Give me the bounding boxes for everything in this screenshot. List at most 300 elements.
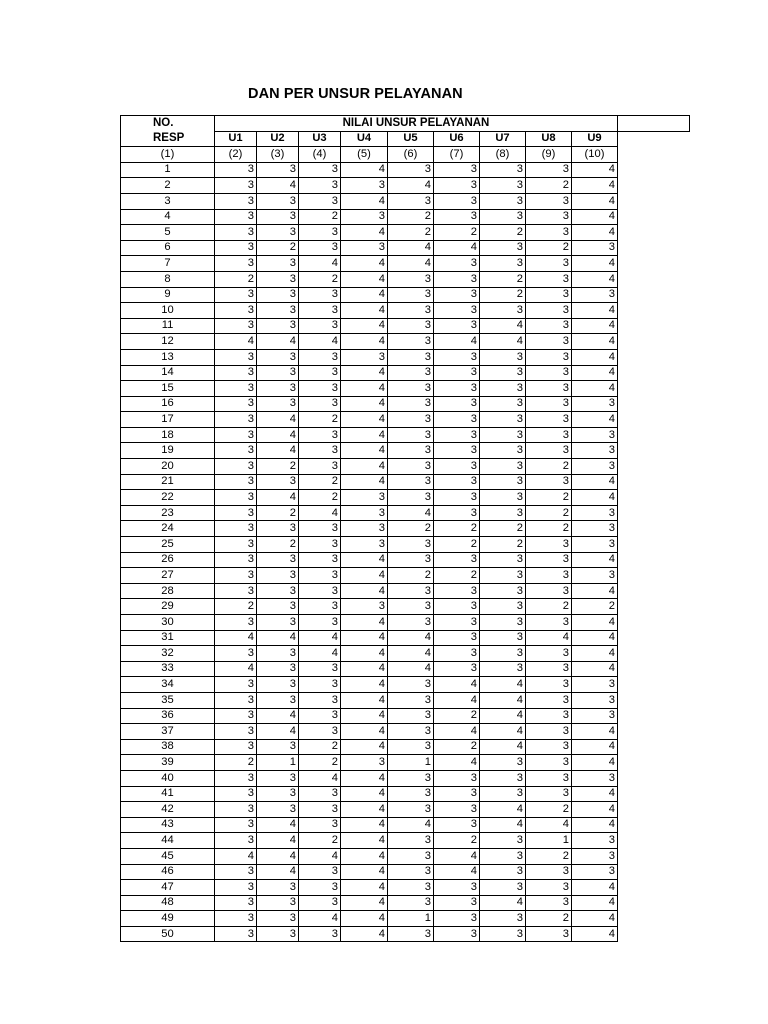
score-cell-u2: 4: [257, 427, 299, 443]
score-cell-u5: 3: [388, 802, 434, 818]
unit-header-u1: U1: [215, 131, 257, 147]
score-cell-u4: 4: [341, 287, 388, 303]
score-cell-u2: 3: [257, 162, 299, 178]
score-cell-u8: 3: [526, 443, 572, 459]
score-cell-u9: 2: [572, 599, 618, 615]
extra-column-cell: [618, 240, 690, 256]
score-cell-u9: 3: [572, 427, 618, 443]
score-cell-u1: 4: [215, 661, 257, 677]
score-cell-u8: 3: [526, 677, 572, 693]
score-cell-u1: 3: [215, 349, 257, 365]
respondent-number: 33: [121, 661, 215, 677]
score-cell-u6: 3: [434, 256, 480, 272]
respondent-number: 31: [121, 630, 215, 646]
table-row: [121, 817, 690, 833]
score-cell-u7: 3: [480, 162, 526, 178]
respondent-number: 26: [121, 552, 215, 568]
score-cell-u8: 3: [526, 349, 572, 365]
score-cell-u7: 2: [480, 225, 526, 241]
score-cell-u5: 2: [388, 209, 434, 225]
score-cell-u5: 4: [388, 240, 434, 256]
table-row: [121, 537, 690, 553]
score-cell-u7: 4: [480, 817, 526, 833]
column-number: (2): [215, 147, 257, 163]
score-cell-u7: 4: [480, 318, 526, 334]
score-cell-u8: 2: [526, 178, 572, 194]
score-cell-u6: 2: [434, 537, 480, 553]
score-cell-u1: 3: [215, 537, 257, 553]
score-cell-u8: 3: [526, 755, 572, 771]
score-cell-u8: 3: [526, 381, 572, 397]
score-cell-u4: 4: [341, 646, 388, 662]
score-cell-u8: 2: [526, 848, 572, 864]
table-row: [121, 474, 690, 490]
score-cell-u6: 4: [434, 692, 480, 708]
score-cell-u6: 3: [434, 381, 480, 397]
score-cell-u2: 2: [257, 459, 299, 475]
score-cell-u1: 3: [215, 692, 257, 708]
extra-column-cell: [618, 864, 690, 880]
score-cell-u4: 3: [341, 178, 388, 194]
score-cell-u7: 3: [480, 427, 526, 443]
score-cell-u9: 4: [572, 817, 618, 833]
score-cell-u7: 3: [480, 303, 526, 319]
score-cell-u6: 3: [434, 786, 480, 802]
extra-column-cell: [618, 459, 690, 475]
score-cell-u5: 3: [388, 349, 434, 365]
extra-column-cell: [618, 724, 690, 740]
nilai-unsur-header: NILAI UNSUR PELAYANAN: [215, 116, 618, 132]
respondent-number: 48: [121, 895, 215, 911]
score-cell-u5: 4: [388, 178, 434, 194]
score-cell-u2: 3: [257, 256, 299, 272]
score-cell-u8: 3: [526, 162, 572, 178]
extra-column-cell: [618, 162, 690, 178]
table-row: [121, 240, 690, 256]
score-cell-u3: 2: [299, 739, 341, 755]
unit-header-u7: U7: [480, 131, 526, 147]
score-cell-u5: 2: [388, 568, 434, 584]
score-cell-u4: 4: [341, 677, 388, 693]
respondent-number: 11: [121, 318, 215, 334]
score-cell-u8: 3: [526, 193, 572, 209]
score-cell-u5: 3: [388, 786, 434, 802]
extra-column-cell: [618, 708, 690, 724]
extra-column-cell: [618, 334, 690, 350]
score-cell-u7: 2: [480, 271, 526, 287]
score-cell-u8: 3: [526, 537, 572, 553]
score-cell-u7: 3: [480, 240, 526, 256]
score-cell-u2: 3: [257, 318, 299, 334]
score-cell-u3: 3: [299, 661, 341, 677]
score-cell-u3: 4: [299, 911, 341, 927]
score-cell-u9: 4: [572, 583, 618, 599]
score-cell-u6: 2: [434, 833, 480, 849]
score-cell-u6: 3: [434, 583, 480, 599]
page-title: DAN PER UNSUR PELAYANAN: [248, 86, 463, 102]
score-cell-u1: 3: [215, 303, 257, 319]
score-cell-u3: 3: [299, 318, 341, 334]
table-row: [121, 287, 690, 303]
extra-column-cell: [618, 474, 690, 490]
score-cell-u3: 3: [299, 427, 341, 443]
score-cell-u3: 4: [299, 770, 341, 786]
score-cell-u7: 2: [480, 521, 526, 537]
score-cell-u9: 4: [572, 646, 618, 662]
score-cell-u9: 3: [572, 864, 618, 880]
score-cell-u1: 3: [215, 770, 257, 786]
resp-header: [121, 116, 215, 147]
extra-column-cell: [618, 427, 690, 443]
score-cell-u2: 3: [257, 381, 299, 397]
score-cell-u1: 3: [215, 474, 257, 490]
score-cell-u2: 3: [257, 349, 299, 365]
score-cell-u2: 4: [257, 864, 299, 880]
score-cell-u3: 3: [299, 178, 341, 194]
extra-column-cell: [618, 521, 690, 537]
score-cell-u4: 4: [341, 474, 388, 490]
score-cell-u9: 3: [572, 459, 618, 475]
table-row: [121, 911, 690, 927]
respondent-number: 10: [121, 303, 215, 319]
score-cell-u3: 3: [299, 365, 341, 381]
score-cell-u5: 3: [388, 365, 434, 381]
score-cell-u5: 3: [388, 474, 434, 490]
table-row: [121, 303, 690, 319]
score-cell-u3: 3: [299, 583, 341, 599]
respondent-number: 41: [121, 786, 215, 802]
score-cell-u8: 2: [526, 240, 572, 256]
score-cell-u5: 4: [388, 505, 434, 521]
table-row: [121, 521, 690, 537]
respondent-number: 42: [121, 802, 215, 818]
score-cell-u9: 4: [572, 193, 618, 209]
score-cell-u8: 2: [526, 521, 572, 537]
score-cell-u7: 4: [480, 692, 526, 708]
score-cell-u7: 3: [480, 926, 526, 942]
score-cell-u4: 4: [341, 864, 388, 880]
score-cell-u2: 3: [257, 474, 299, 490]
score-cell-u9: 4: [572, 349, 618, 365]
extra-column-cell: [618, 833, 690, 849]
table-row: [121, 739, 690, 755]
score-cell-u2: 4: [257, 724, 299, 740]
extra-column-cell: [618, 193, 690, 209]
extra-column-cell: [618, 677, 690, 693]
score-cell-u1: 3: [215, 880, 257, 896]
respondent-number: 19: [121, 443, 215, 459]
score-cell-u9: 3: [572, 692, 618, 708]
extra-column-cell: [618, 817, 690, 833]
score-cell-u2: 3: [257, 646, 299, 662]
score-cell-u3: 3: [299, 537, 341, 553]
score-cell-u6: 3: [434, 412, 480, 428]
score-cell-u6: 3: [434, 770, 480, 786]
score-cell-u4: 4: [341, 615, 388, 631]
respondent-number: 3: [121, 193, 215, 209]
respondent-number: 45: [121, 848, 215, 864]
score-cell-u6: 3: [434, 349, 480, 365]
score-cell-u7: 4: [480, 708, 526, 724]
score-cell-u8: 3: [526, 256, 572, 272]
unit-header-u3: U3: [299, 131, 341, 147]
score-cell-u9: 4: [572, 739, 618, 755]
score-cell-u3: 3: [299, 708, 341, 724]
score-cell-u2: 3: [257, 802, 299, 818]
score-cell-u8: 3: [526, 209, 572, 225]
score-cell-u3: 3: [299, 786, 341, 802]
score-cell-u3: 3: [299, 240, 341, 256]
score-cell-u9: 3: [572, 848, 618, 864]
extra-column-cell: [618, 490, 690, 506]
score-cell-u6: 3: [434, 459, 480, 475]
score-cell-u4: 4: [341, 802, 388, 818]
table-row: [121, 412, 690, 428]
score-cell-u4: 4: [341, 770, 388, 786]
score-cell-u1: 3: [215, 459, 257, 475]
score-cell-u5: 3: [388, 162, 434, 178]
score-cell-u7: 4: [480, 895, 526, 911]
extra-column-cell: [618, 412, 690, 428]
score-cell-u8: 3: [526, 583, 572, 599]
score-cell-u3: 3: [299, 895, 341, 911]
score-cell-u9: 3: [572, 505, 618, 521]
score-cell-u5: 3: [388, 708, 434, 724]
respondent-number: 28: [121, 583, 215, 599]
score-cell-u5: 3: [388, 926, 434, 942]
score-cell-u4: 4: [341, 365, 388, 381]
score-cell-u8: 3: [526, 661, 572, 677]
score-cell-u1: 3: [215, 802, 257, 818]
unit-header-u8: U8: [526, 131, 572, 147]
table-row: [121, 755, 690, 771]
score-cell-u9: 4: [572, 209, 618, 225]
score-cell-u4: 4: [341, 396, 388, 412]
score-cell-u1: 4: [215, 630, 257, 646]
score-cell-u9: 4: [572, 926, 618, 942]
respondent-number: 30: [121, 615, 215, 631]
score-cell-u8: 3: [526, 895, 572, 911]
score-cell-u1: 2: [215, 599, 257, 615]
respondent-number: 50: [121, 926, 215, 942]
score-cell-u6: 3: [434, 926, 480, 942]
extra-column-cell: [618, 365, 690, 381]
score-cell-u9: 3: [572, 770, 618, 786]
score-cell-u8: 3: [526, 708, 572, 724]
score-cell-u6: 3: [434, 162, 480, 178]
score-cell-u9: 4: [572, 724, 618, 740]
score-cell-u3: 3: [299, 568, 341, 584]
score-cell-u8: 3: [526, 864, 572, 880]
score-cell-u7: 3: [480, 833, 526, 849]
score-cell-u2: 3: [257, 568, 299, 584]
extra-column-cell: [618, 646, 690, 662]
score-cell-u4: 4: [341, 271, 388, 287]
extra-column-cell: [618, 880, 690, 896]
score-cell-u3: 2: [299, 412, 341, 428]
score-cell-u6: 3: [434, 630, 480, 646]
table-row: [121, 724, 690, 740]
table-row: [121, 162, 690, 178]
score-cell-u3: 2: [299, 755, 341, 771]
extra-column-cell: [618, 615, 690, 631]
score-cell-u5: 2: [388, 225, 434, 241]
score-cell-u5: 4: [388, 630, 434, 646]
score-cell-u1: 2: [215, 755, 257, 771]
score-cell-u6: 3: [434, 661, 480, 677]
extra-column-cell: [618, 287, 690, 303]
score-cell-u2: 3: [257, 880, 299, 896]
score-cell-u1: 3: [215, 568, 257, 584]
score-cell-u1: 3: [215, 443, 257, 459]
score-cell-u9: 4: [572, 225, 618, 241]
score-cell-u2: 3: [257, 521, 299, 537]
score-cell-u1: 3: [215, 193, 257, 209]
score-cell-u1: 3: [215, 911, 257, 927]
table-row: [121, 786, 690, 802]
score-cell-u6: 3: [434, 599, 480, 615]
extra-column-cell: [618, 630, 690, 646]
score-cell-u1: 4: [215, 334, 257, 350]
respondent-number: 20: [121, 459, 215, 475]
score-cell-u3: 2: [299, 271, 341, 287]
respondent-number: 18: [121, 427, 215, 443]
score-cell-u3: 4: [299, 848, 341, 864]
score-cell-u3: 3: [299, 880, 341, 896]
score-cell-u8: 3: [526, 552, 572, 568]
score-cell-u2: 4: [257, 334, 299, 350]
score-cell-u7: 3: [480, 459, 526, 475]
score-cell-u6: 3: [434, 505, 480, 521]
unit-header-u4: U4: [341, 131, 388, 147]
score-cell-u3: 4: [299, 630, 341, 646]
score-cell-u5: 3: [388, 334, 434, 350]
column-number: (3): [257, 147, 299, 163]
column-number: (9): [526, 147, 572, 163]
table-row: [121, 318, 690, 334]
score-cell-u9: 3: [572, 521, 618, 537]
column-number: (5): [341, 147, 388, 163]
score-cell-u1: 3: [215, 895, 257, 911]
score-cell-u4: 4: [341, 880, 388, 896]
respondent-number: 15: [121, 381, 215, 397]
score-cell-u3: 3: [299, 692, 341, 708]
extra-column-cell: [618, 381, 690, 397]
score-cell-u8: 3: [526, 427, 572, 443]
score-cell-u5: 3: [388, 677, 434, 693]
score-cell-u6: 3: [434, 490, 480, 506]
score-cell-u7: 3: [480, 755, 526, 771]
unit-header-u2: U2: [257, 131, 299, 147]
score-cell-u4: 4: [341, 303, 388, 319]
respondent-number: 29: [121, 599, 215, 615]
extra-column-cell: [618, 770, 690, 786]
score-cell-u4: 4: [341, 630, 388, 646]
score-cell-u7: 3: [480, 209, 526, 225]
extra-column-cell: [618, 178, 690, 194]
score-cell-u4: 4: [341, 427, 388, 443]
score-cell-u9: 4: [572, 490, 618, 506]
score-cell-u1: 3: [215, 708, 257, 724]
score-cell-u5: 3: [388, 303, 434, 319]
score-cell-u4: 4: [341, 381, 388, 397]
score-cell-u9: 3: [572, 287, 618, 303]
score-cell-u4: 3: [341, 490, 388, 506]
score-cell-u5: 3: [388, 459, 434, 475]
score-cell-u2: 3: [257, 739, 299, 755]
resp-header-line2: RESP: [153, 132, 185, 145]
column-number: (1): [121, 147, 215, 163]
score-cell-u6: 3: [434, 817, 480, 833]
table-row: [121, 349, 690, 365]
score-cell-u4: 3: [341, 521, 388, 537]
score-cell-u7: 3: [480, 474, 526, 490]
score-cell-u2: 3: [257, 599, 299, 615]
score-cell-u1: 3: [215, 178, 257, 194]
score-cell-u7: 2: [480, 287, 526, 303]
score-cell-u3: 3: [299, 162, 341, 178]
score-cell-u8: 3: [526, 334, 572, 350]
score-cell-u7: 3: [480, 599, 526, 615]
extra-column-cell: [618, 225, 690, 241]
extra-column-cell: [618, 505, 690, 521]
score-cell-u9: 3: [572, 443, 618, 459]
score-cell-u4: 3: [341, 349, 388, 365]
score-cell-u7: 3: [480, 256, 526, 272]
score-cell-u8: 2: [526, 459, 572, 475]
score-cell-u1: 3: [215, 833, 257, 849]
extra-column-cell: [618, 926, 690, 942]
score-cell-u1: 3: [215, 365, 257, 381]
score-cell-u3: 2: [299, 490, 341, 506]
score-cell-u9: 4: [572, 755, 618, 771]
score-cell-u8: 3: [526, 770, 572, 786]
score-cell-u4: 4: [341, 708, 388, 724]
score-cell-u8: 1: [526, 833, 572, 849]
score-cell-u9: 3: [572, 537, 618, 553]
score-cell-u2: 3: [257, 303, 299, 319]
score-cell-u3: 3: [299, 926, 341, 942]
score-cell-u7: 3: [480, 786, 526, 802]
extra-column-cell: [618, 755, 690, 771]
score-cell-u6: 4: [434, 240, 480, 256]
respondent-number: 49: [121, 911, 215, 927]
respondent-number: 38: [121, 739, 215, 755]
table-row: [121, 505, 690, 521]
score-cell-u6: 3: [434, 802, 480, 818]
score-cell-u1: 4: [215, 848, 257, 864]
table-row: [121, 646, 690, 662]
score-cell-u7: 4: [480, 739, 526, 755]
score-cell-u9: 4: [572, 162, 618, 178]
respondent-number: 44: [121, 833, 215, 849]
table-row: [121, 256, 690, 272]
score-cell-u8: 3: [526, 724, 572, 740]
service-score-table: [120, 115, 690, 942]
score-cell-u1: 3: [215, 521, 257, 537]
score-cell-u5: 4: [388, 661, 434, 677]
score-cell-u8: 3: [526, 739, 572, 755]
score-cell-u6: 3: [434, 178, 480, 194]
score-cell-u5: 3: [388, 193, 434, 209]
respondent-number: 34: [121, 677, 215, 693]
score-cell-u4: 3: [341, 209, 388, 225]
score-cell-u4: 4: [341, 895, 388, 911]
table-row: [121, 833, 690, 849]
score-cell-u4: 4: [341, 661, 388, 677]
score-cell-u3: 3: [299, 303, 341, 319]
score-cell-u1: 3: [215, 926, 257, 942]
